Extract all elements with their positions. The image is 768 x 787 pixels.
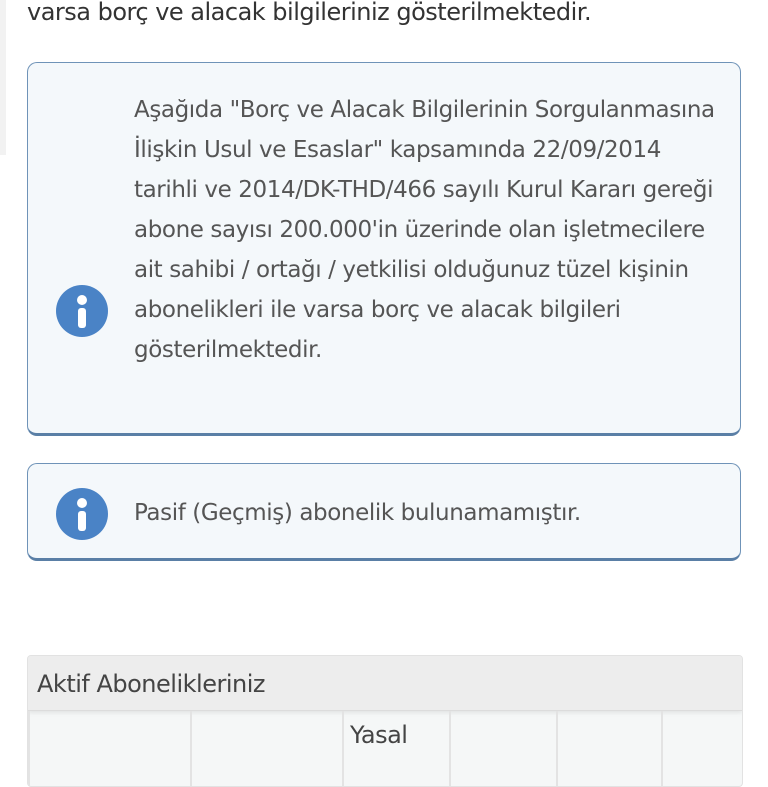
alert-text: Pasif (Geçmiş) abonelik bulunamamıştır. — [134, 500, 581, 526]
left-edge-strip — [0, 0, 6, 155]
table-header-cell-yasal: Yasal — [342, 711, 451, 786]
table-header-cell — [449, 711, 558, 786]
alert-text: Aşağıda "Borç ve Alacak Bilgilerinin Sorgulanmasına İlişkin Usul ve Esaslar" kapsamında 22/09/2014 tarihli ve 2014/DK-THD/466 sayılı Kurul Kararı gereği abone sayısı 200.000'in üzerinde olan işletmecilere ait sahibi / ortağı / yetkilisi olduğunuz tüzel kişinin abonelikleri ile varsa borç ve alacak bilgileri gösterilmektedir. — [134, 97, 715, 363]
table-header-cell — [661, 711, 743, 786]
info-icon — [56, 285, 108, 337]
info-alert-no-passive — [27, 463, 741, 561]
intro-text: varsa borç ve alacak bilgileriniz gösterilmektedir. — [27, 0, 592, 26]
info-icon — [56, 488, 108, 540]
panel-title: Aktif Abonelikleriniz — [28, 656, 742, 711]
table-header-cell — [28, 711, 192, 786]
info-alert-legal-notice — [27, 62, 741, 436]
table-header-cell — [190, 711, 344, 786]
table-header-cell — [556, 711, 663, 786]
subscriptions-table — [28, 711, 742, 786]
active-subscriptions-panel — [27, 655, 743, 787]
